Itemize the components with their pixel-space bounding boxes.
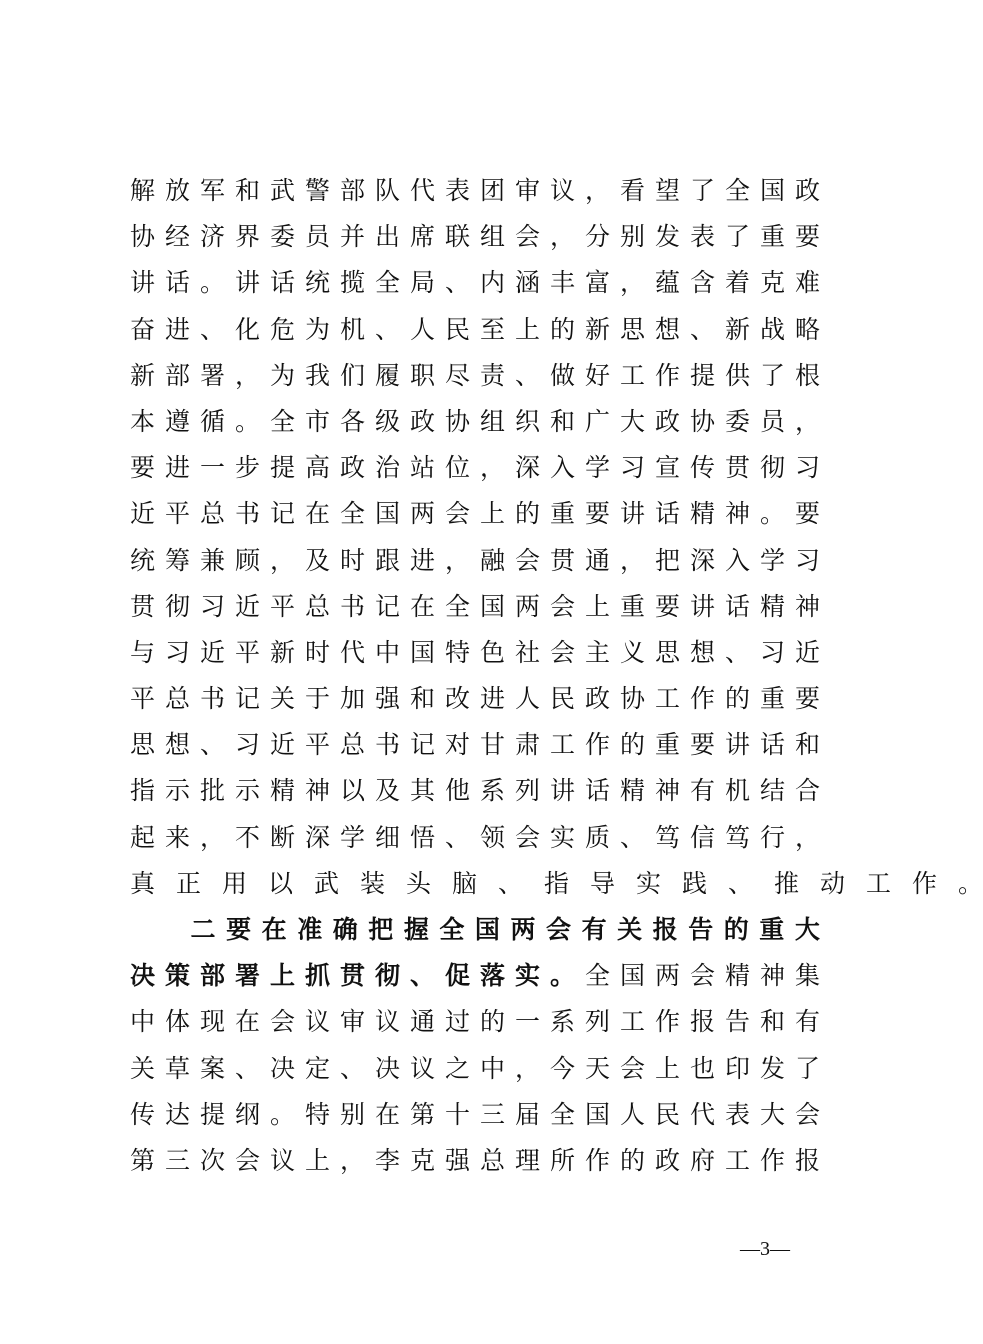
text-line: 贯 彻 习 近 平 总 书 记 在 全 国 两 会 上 重 要 讲 话 精 神 [130, 591, 821, 621]
body-text [130, 168, 983, 1184]
text-line: 指 示 批 示 精 神 以 及 其 他 系 列 讲 话 精 神 有 机 结 合 [130, 776, 821, 806]
page-number: —3— [740, 1238, 790, 1260]
text-line: 要 进 一 步 提 高 政 治 站 位 ， 深 入 学 习 宣 传 贯 彻 习 [130, 453, 821, 483]
text-line: 本 遵 循 。 全 市 各 级 政 协 组 织 和 广 大 政 协 委 员 ， [130, 406, 821, 436]
text-line: 解 放 军 和 武 警 部 队 代 表 团 审 议 ， 看 望 了 全 国 政 [130, 176, 821, 205]
text-line: 平 总 书 记 关 于 加 强 和 改 进 人 民 政 协 工 作 的 重 要 [130, 684, 821, 714]
text-line: 二 要 在 准 确 把 握 全 国 两 会 有 关 报 告 的 重 大 [190, 915, 820, 944]
text-line: 中 体 现 在 会 议 审 议 通 过 的 一 系 列 工 作 报 告 和 有 [130, 1007, 821, 1037]
text-line: 传 达 提 纲 。 特 别 在 第 十 三 届 全 国 人 民 代 表 大 会 [130, 1099, 821, 1129]
text-line: 奋 进 、 化 危 为 机 、 人 民 至 上 的 新 思 想 、 新 战 略 [130, 314, 821, 344]
text-line: 决 策 部 署 上 抓 贯 彻 、 促 落 实 。 全 国 两 会 精 神 集 [130, 961, 821, 991]
text-line: 讲 话 。 讲 话 统 揽 全 局 、 内 涵 丰 富 ， 蕴 含 着 克 难 [130, 268, 821, 298]
text-line: 协 经 济 界 委 员 并 出 席 联 组 会 ， 分 别 发 表 了 重 要 [130, 222, 821, 252]
text-line: 统 筹 兼 顾 ， 及 时 跟 进 ， 融 会 贯 通 ， 把 深 入 学 习 [130, 545, 821, 575]
text-line: 思 想 、 习 近 平 总 书 记 对 甘 肃 工 作 的 重 要 讲 话 和 [130, 730, 821, 760]
text-line: 起 来 ， 不 断 深 学 细 悟 、 领 会 实 质 、 笃 信 笃 行 ， [130, 822, 821, 852]
text-line: 与 习 近 平 新 时 代 中 国 特 色 社 会 主 义 思 想 、 习 近 [130, 637, 821, 667]
text-line: 近 平 总 书 记 在 全 国 两 会 上 的 重 要 讲 话 精 神 。 要 [130, 499, 821, 529]
text-line: 真 正 用 以 武 装 头 脑 、 指 导 实 践 、 推 动 工 作 。 [130, 868, 983, 898]
text-line: 第 三 次 会 议 上 ， 李 克 强 总 理 所 作 的 政 府 工 作 报 [130, 1145, 821, 1175]
text-line: 关 草 案 、 决 定 、 决 议 之 中 ， 今 天 会 上 也 印 发 了 [130, 1053, 821, 1083]
text-line: 新 部 署 ， 为 我 们 履 职 尽 责 、 做 好 工 作 提 供 了 根 [130, 360, 821, 390]
